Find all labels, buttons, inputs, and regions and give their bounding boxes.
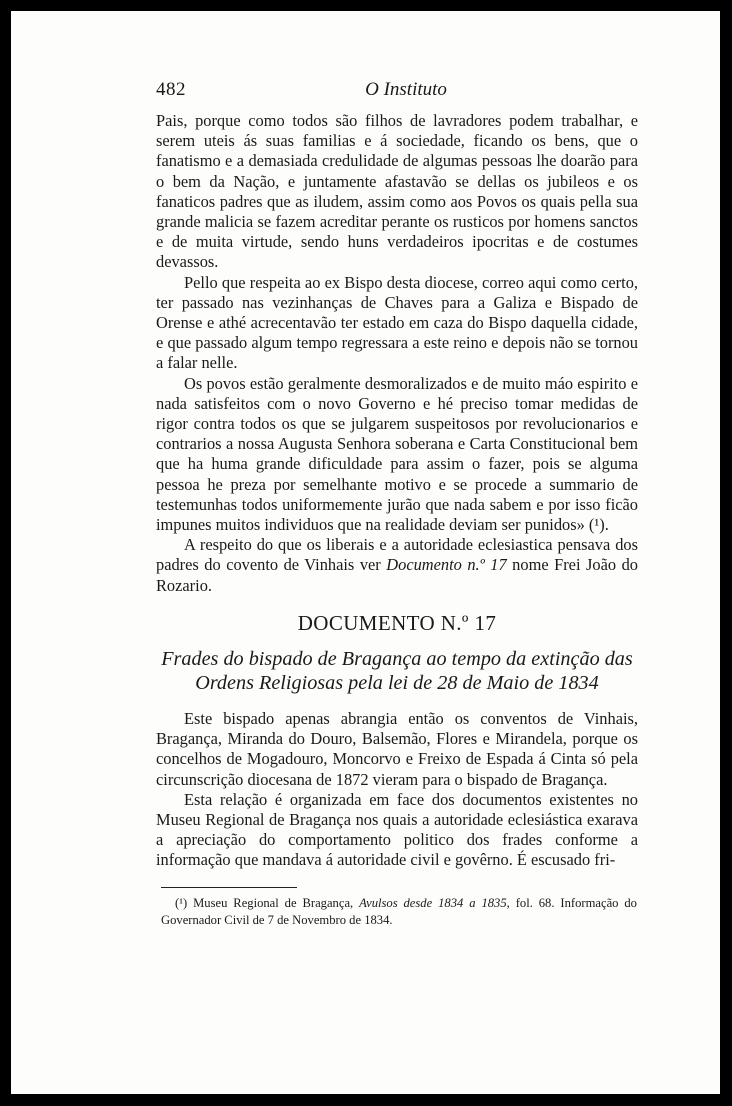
paragraph (156, 111, 638, 273)
paragraph (156, 790, 638, 871)
footnote-text: (¹) Museu Regional de Bragança, (175, 896, 360, 910)
paragraph (156, 374, 638, 536)
text-run: Este bispado apenas abrangia então os conventos de Vinhais, Bragança, Miranda do Douro, Balsemão, Flores e Mirandela, porque os concelhos de Mogadouro, Moncorvo e Freixo de Espada á Cinta só pela circunscrição diocesana de 1872 vieram para o bispado de Bragança. (156, 709, 638, 789)
text-run: Os povos estão geralmente desmoralizados e de muito máo espirito e nada satisfeitos com o novo Governo e hé preciso tomar medidas de rigor contra todos os que se julgarem suspeitosos por revolucionarios e contrarios a nossa Augusta Senhora soberana e Carta Constitucional bem que ha huma grande dificuldade para assim o fazer, pois se alguma pessoa he preza por semelhante motivo e se procede a summario de testemunhas todos uniformemente jurão que nada sabem e por isso ficão impunes muitos individuos que na realidade deviam ser punidos» (¹). (156, 373, 638, 535)
document-subtitle (156, 647, 638, 695)
document-subtitle-line-2: Ordens Religiosas pela lei de 28 de Maio de 1834 (195, 672, 599, 694)
emphasis-text: Documento n.º 17 (386, 555, 507, 575)
document-heading: DOCUMENTO N.º 17 (297, 611, 497, 635)
text-run: Esta relação é organizada em face dos documentos existentes no Museu Regional de Bragança nos quais a autoridade eclesiástica exarava a apreciação do comportamento politico dos frades conforme a informação que mandava á autoridade civil e govêrno. É escusado fri- (156, 789, 638, 870)
document-subtitle-line-1: Frades do bispado de Bragança ao tempo da extinção das (161, 648, 633, 670)
page-header (156, 71, 636, 101)
body-text-top (156, 111, 638, 596)
text-run: Pello que respeita ao ex Bispo desta diocese, correo aqui como certo, ter passado nas vezinhanças de Chaves para a Galiza e Bispado de Orense e athé acrecentavão ter estado em caza do Bispo daquella cidade, e que passado algum tempo regressara a este reino e depois não se tornou a falar nelle. (156, 272, 638, 373)
text-run: Pais, porque como todos são filhos de lavradores podem trabalhar, e serem uteis ás suas familias e á sociedade, ficando os bens, que o fanatismo e a demasiada credulidade de algumas pessoas lhe doarão para o bem da Nação, e juntamente afastavão se dellas os jubileos e os fanaticos padres que as iludem, assim como aos Povos os quais pella sua grande malicia se fazem acreditar perante os rusticos por homens sanctos e de muita virtude, sendo huns verdadeiros ipocritas e de costumes devassos. (156, 111, 638, 272)
document-page (11, 11, 720, 1094)
footnote-rule (161, 887, 297, 888)
footnote (161, 895, 637, 929)
body-text-bottom (156, 709, 638, 871)
footnote-text: fol. 68. Informação do Governador Civil de 7 de Novembro de 1834. (161, 896, 637, 927)
page-number: 482 (156, 79, 186, 100)
footnote-emphasis: Avulsos desde 1834 a 1835, (359, 896, 510, 910)
text-run: A respeito do que os liberais e a autoridade eclesiastica pensava dos padres do covento de Vinhais ver (156, 535, 638, 575)
paragraph (156, 535, 638, 596)
text-run: nome Frei João do Rozario. (156, 555, 638, 595)
running-title: O Instituto (365, 79, 447, 100)
paragraph (156, 709, 638, 790)
paragraph (156, 273, 638, 374)
